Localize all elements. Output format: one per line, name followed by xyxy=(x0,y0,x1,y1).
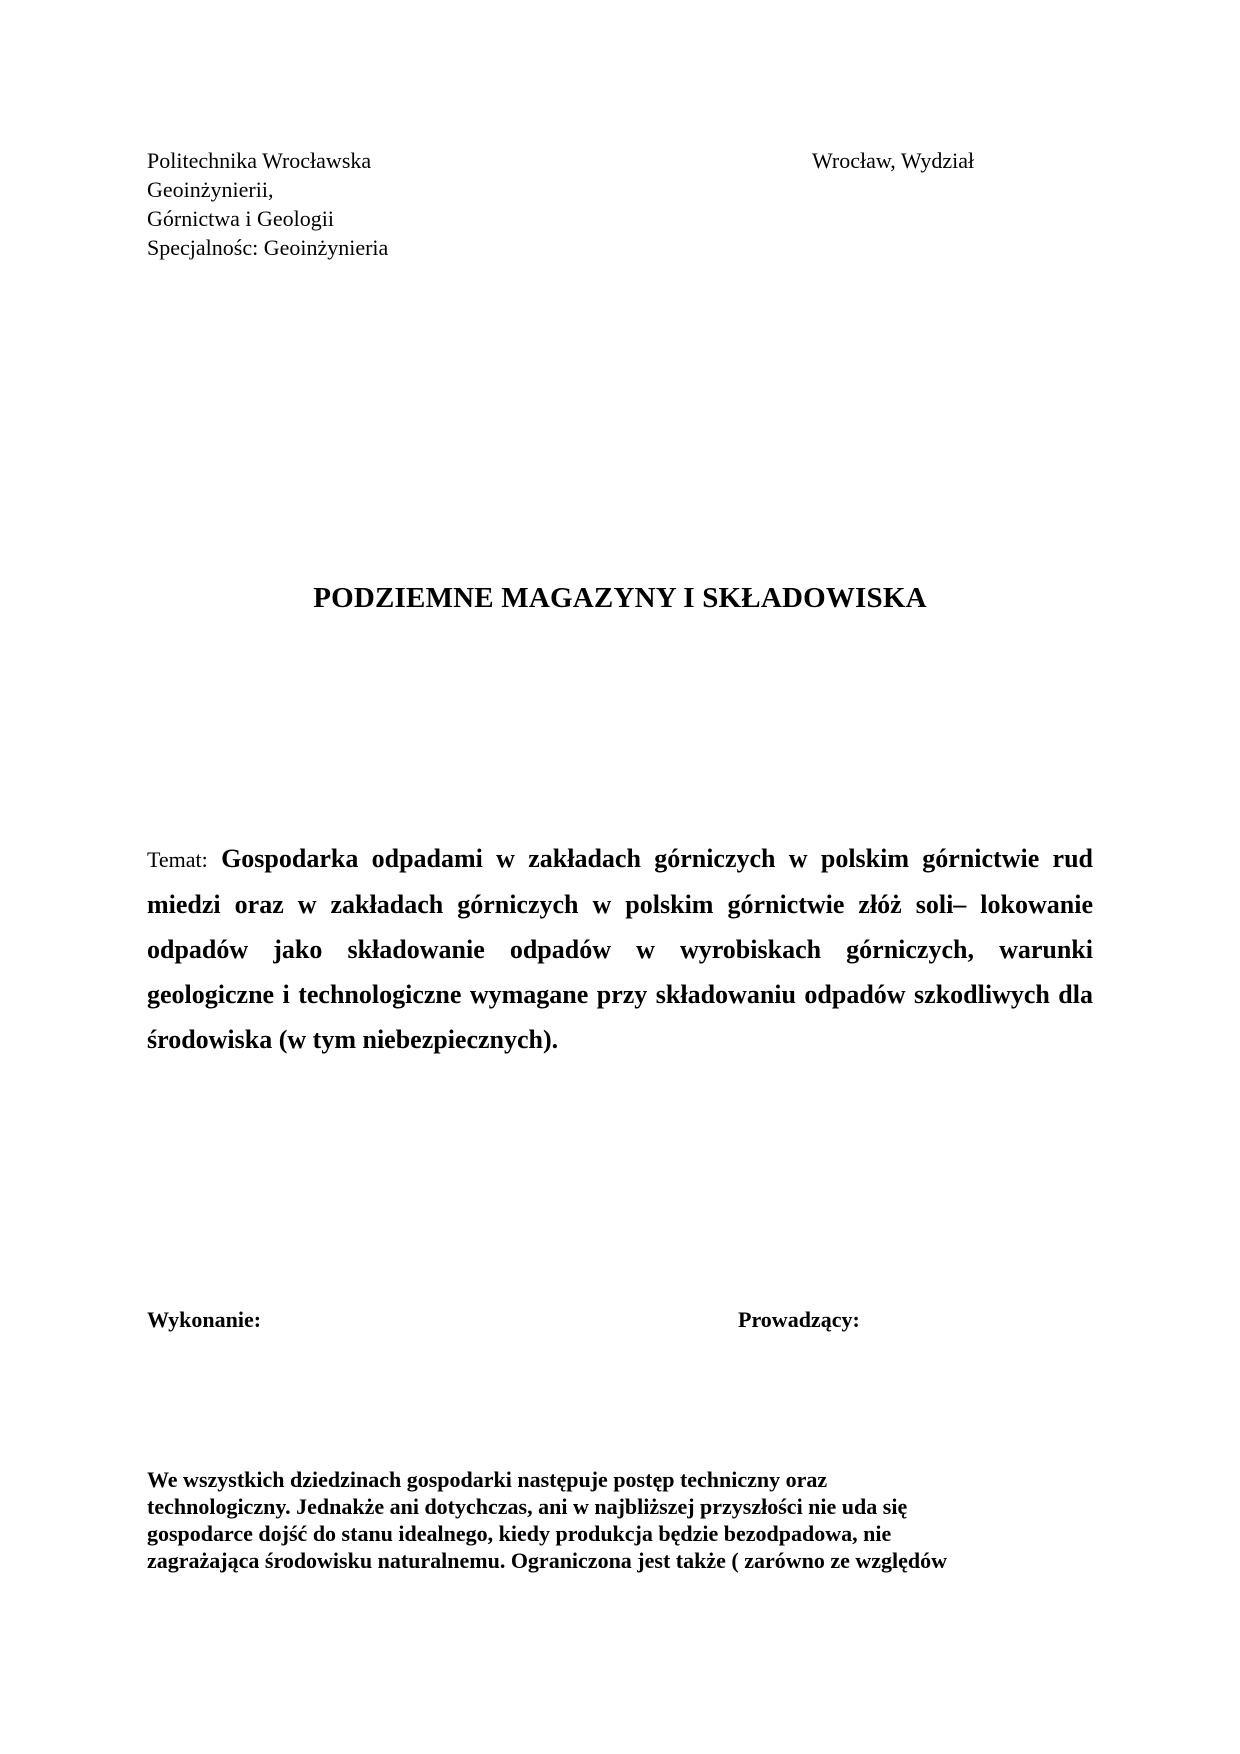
topic-label: Temat: xyxy=(147,847,208,872)
topic-text: Gospodarka odpadami w zakładach górniczych w polskim górnictwie rud miedzi oraz w zakładach górniczych w polskim górnictwie złóż soli– lokowanie odpadów jako składowanie odpadów w wyrobiskach górniczych, warunki geologiczne i technologiczne wymagane przy składowaniu odpadów szkodliwych dla środowiska (w tym niebezpiecznych). xyxy=(147,844,1093,1054)
document-title: PODZIEMNE MAGAZYNY I SKŁADOWISKA xyxy=(313,582,927,614)
author-label: Wykonanie: xyxy=(147,1307,262,1332)
topic-block xyxy=(147,836,1093,1062)
supervisor-label: Prowadzący: xyxy=(738,1307,860,1332)
institution-block xyxy=(147,146,388,262)
body-paragraph xyxy=(147,1466,1067,1574)
place-faculty: Wrocław, Wydział xyxy=(812,148,975,173)
body-line: We wszystkich dziedzinach gospodarki następuje postęp techniczny oraz xyxy=(147,1467,828,1492)
institution-line: Geoinżynierii, xyxy=(147,177,274,202)
institution-line: Politechnika Wrocławska xyxy=(147,148,372,173)
institution-line: Specjalnośc: Geoinżynieria xyxy=(147,235,389,260)
body-line: gospodarce dojść do stanu idealnego, kiedy produkcja będzie bezodpadowa, nie xyxy=(147,1521,892,1546)
body-line: technologiczny. Jednakże ani dotychczas, ani w najbliższej przyszłości nie uda się xyxy=(147,1494,908,1519)
institution-line: Górnictwa i Geologii xyxy=(147,206,334,231)
body-line: zagrażająca środowisku naturalnemu. Ograniczona jest także ( zarówno ze względów xyxy=(147,1548,948,1573)
